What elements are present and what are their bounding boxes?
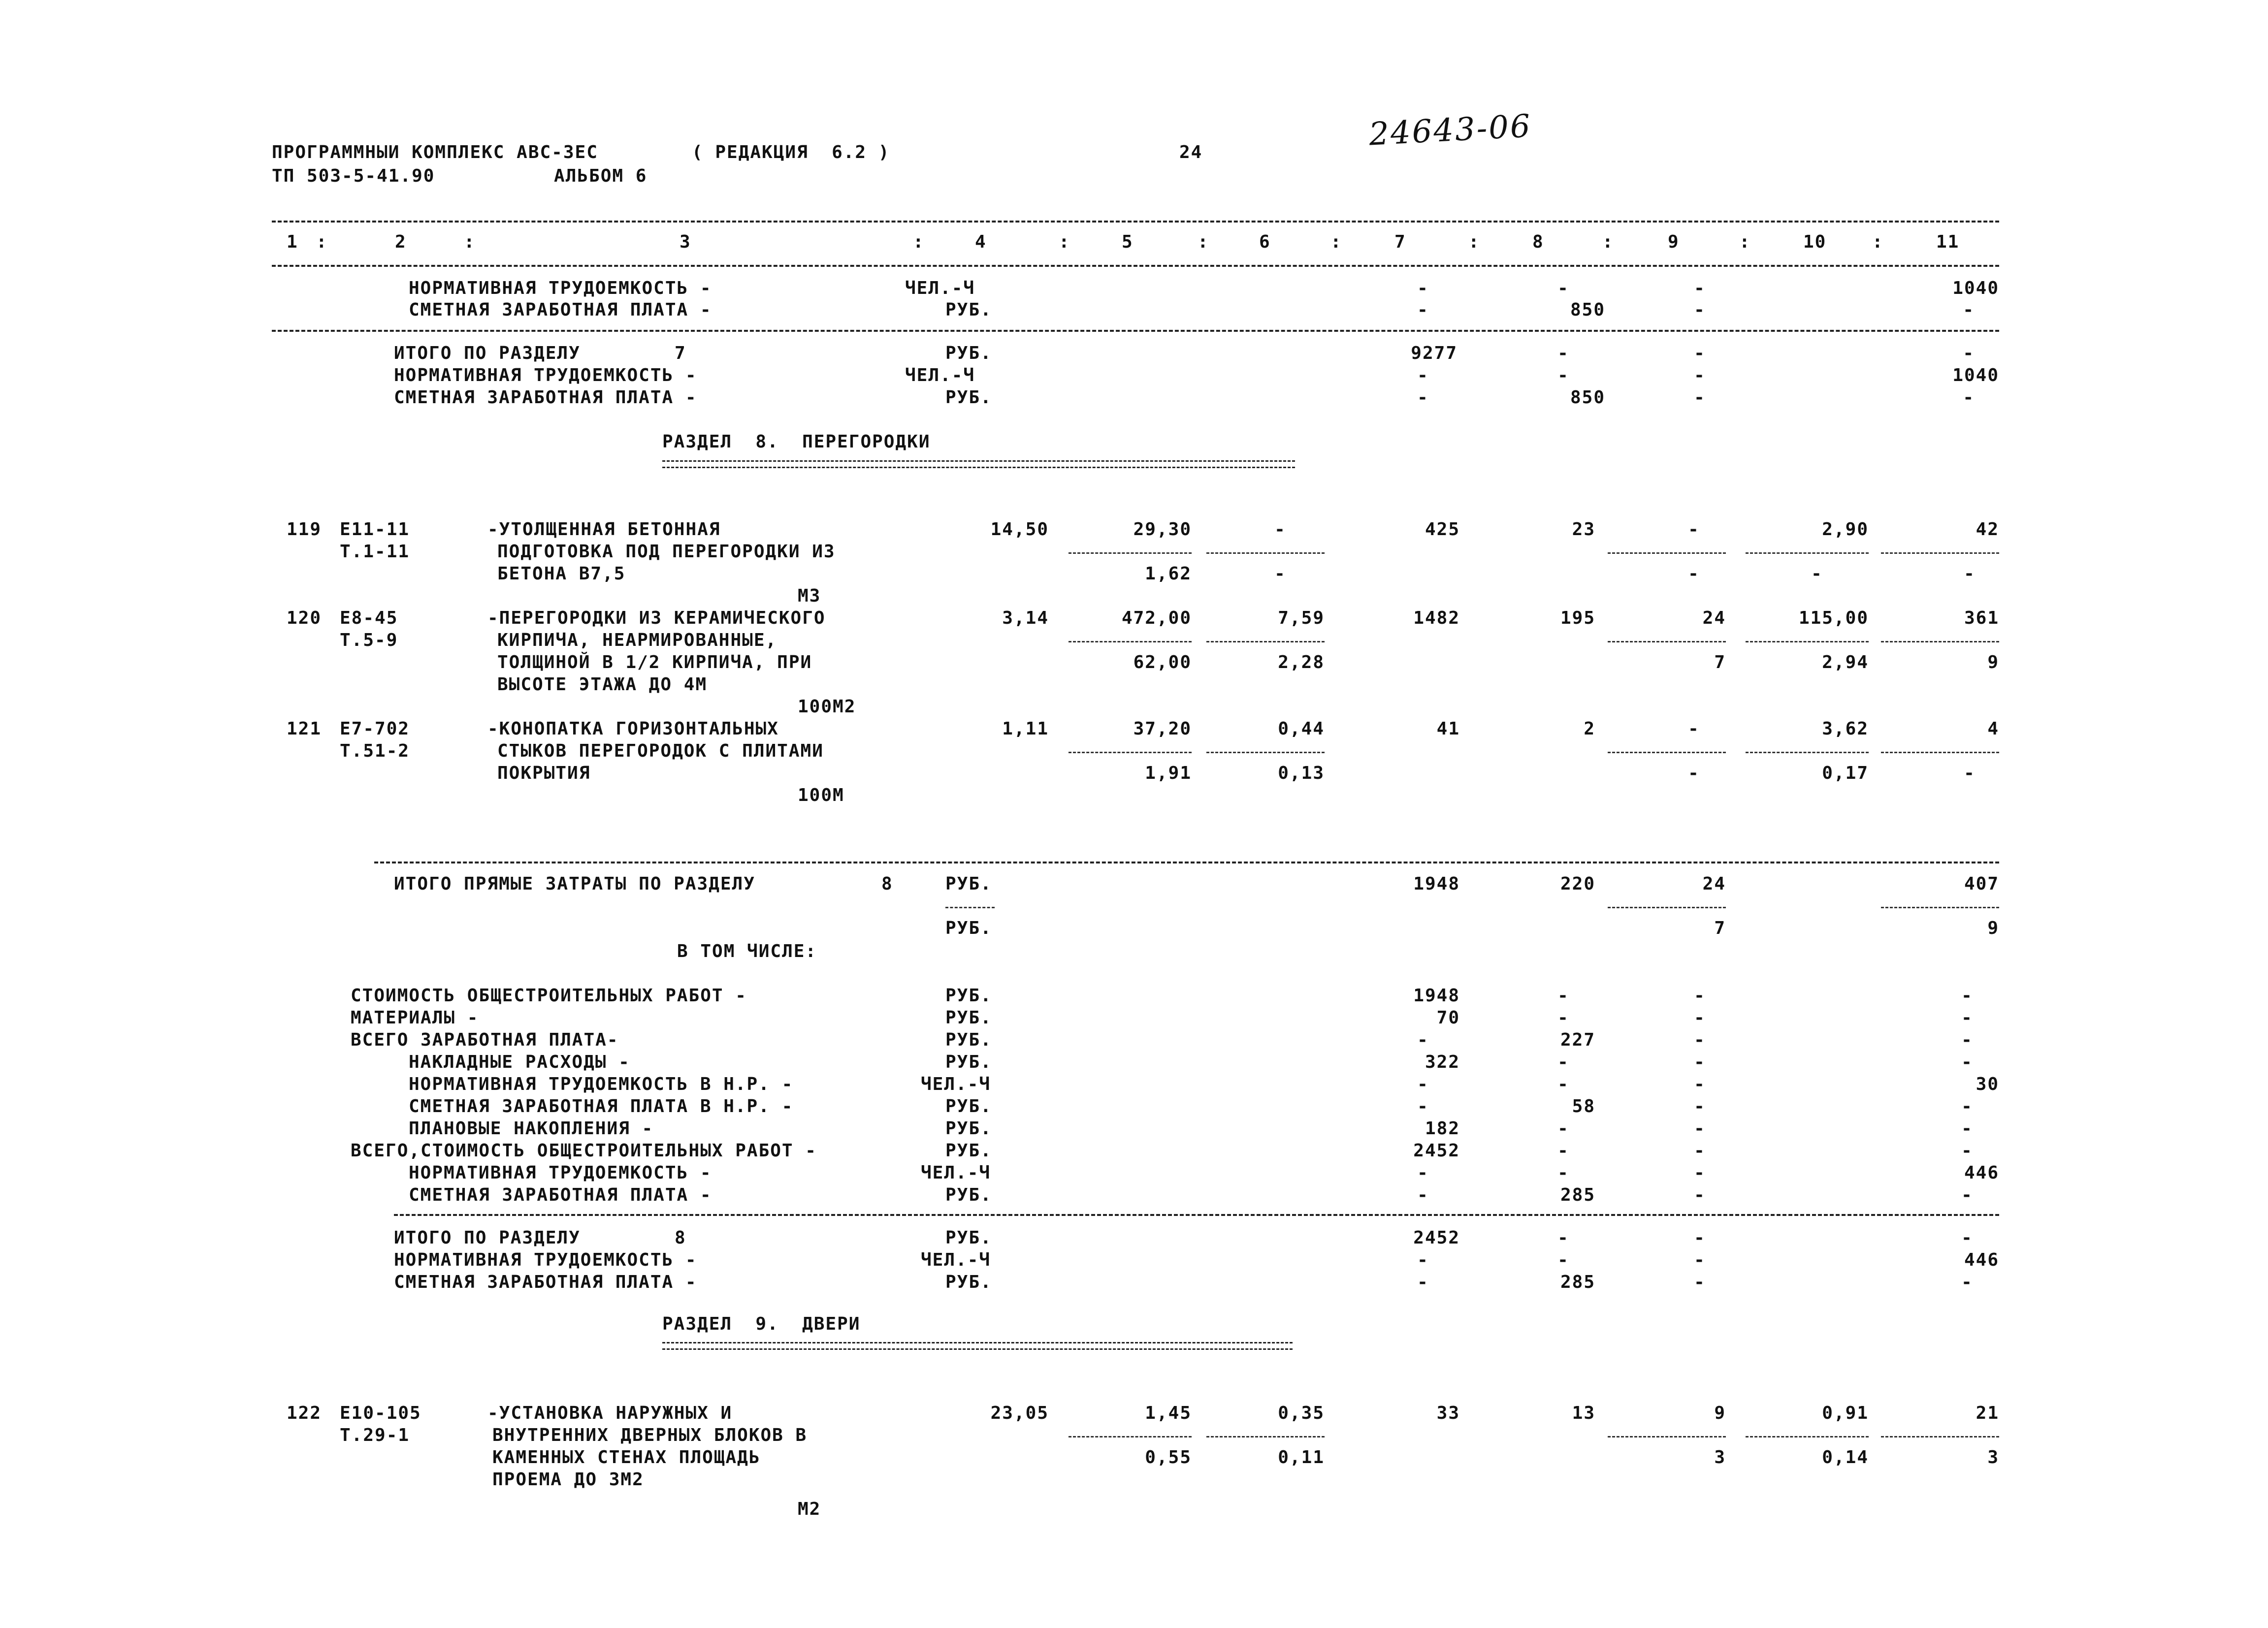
col-7: 7 [1394, 232, 1406, 252]
project-code: ТП 503-5-41.90 [272, 166, 435, 186]
section-title: РАЗДЕЛ 8. ПЕРЕГОРОДКИ [662, 432, 931, 452]
double-rule [662, 1342, 1293, 1350]
col-4: 4 [975, 232, 987, 252]
including-label: В ТОМ ЧИСЛЕ: [677, 941, 817, 961]
rule [394, 1214, 1999, 1216]
col-6: 6 [1259, 232, 1271, 252]
col-11: 11 [1936, 232, 1960, 252]
program-title: ПРОГРАММНЫИ КОМПЛЕКС АВС-3ЕС [272, 142, 598, 162]
double-rule [662, 460, 1295, 468]
rule [272, 330, 1999, 332]
col-10: 10 [1803, 232, 1827, 252]
rule [272, 265, 1999, 267]
col-5: 5 [1122, 232, 1134, 252]
col-8: 8 [1532, 232, 1544, 252]
col-1: 1 [287, 232, 298, 252]
section-title: РАЗДЕЛ 9. ДВЕРИ [662, 1314, 861, 1334]
rule [374, 862, 1999, 863]
rule [272, 221, 1999, 223]
column-header: 1 : 2 : 3 : 4 : 5 : 6 : 7 : 8 : 9 : 10 : 11 [287, 232, 1960, 252]
album-label: АЛЬБОМ 6 [554, 166, 648, 186]
page-number: 24 [1179, 142, 1203, 162]
col-3: 3 [680, 232, 691, 252]
col-2: 2 [395, 232, 407, 252]
col-9: 9 [1668, 232, 1680, 252]
handwritten-number: 24643-06 [1368, 108, 1533, 153]
edition-label: ( РЕДАКЦИЯ 6.2 ) [692, 142, 890, 162]
